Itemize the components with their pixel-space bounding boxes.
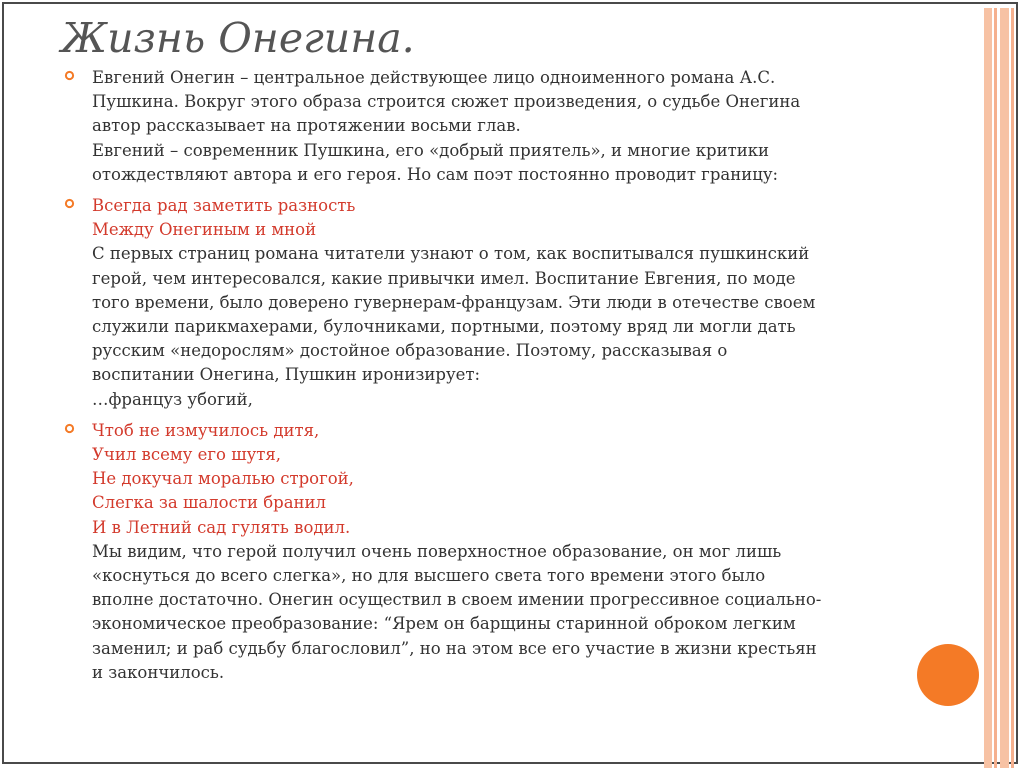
text-line: «коснуться до всего слегка», но для высшего света того времени этого было — [92, 566, 766, 586]
text-line: автор рассказывает на протяжении восьми глав. — [92, 116, 521, 136]
text-line: вполне достаточно. Онегин осуществил в своем имении прогрессивное социально- — [92, 590, 822, 610]
decorative-stripe — [984, 8, 992, 768]
text-line: Евгений Онегин – центральное действующее лицо одноименного романа А.С. — [92, 68, 776, 87]
slide-title: Жизнь Онегина. — [61, 14, 415, 62]
quote-line: И в Летний сад гулять водил. — [92, 517, 351, 537]
text-line: герой, чем интересовался, какие привычки имел. Воспитание Евгения, по моде — [92, 268, 796, 288]
decorative-stripe — [1011, 8, 1014, 768]
text-line: и закончилось. — [92, 662, 225, 682]
text-line: того времени, было доверено гувернерам-французам. Эти люди в отечестве своем — [92, 292, 816, 312]
text-line: отождествляют автора и его героя. Но сам поэт постоянно проводит границу: — [92, 164, 779, 184]
text-line: Пушкина. Вокруг этого образа строится сюжет произведения, о судьбе Онегина — [92, 92, 801, 112]
text-line: воспитании Онегина, Пушкин иронизирует: — [92, 365, 481, 385]
text-line: служили парикмахерами, булочниками, портными, поэтому вряд ли могли дать — [92, 317, 796, 337]
ring-bullet-icon — [64, 423, 75, 437]
text-line: Мы видим, что герой получил очень поверхностное образование, он мог лишь — [92, 541, 782, 561]
text-line: заменил; и раб судьбу благословил”, но на этом все его участие в жизни крестьян — [92, 638, 817, 658]
bullet-paragraph — [64, 194, 894, 412]
text-line: …француз убогий, — [92, 389, 253, 409]
text-line: экономическое преобразование: “Ярем он барщины старинной оброком легким — [92, 614, 796, 634]
bullet-paragraph — [64, 66, 894, 187]
bullet-paragraph — [64, 419, 894, 685]
decorative-stripe — [1000, 8, 1009, 768]
slide-frame — [2, 2, 1018, 764]
quote-line: Всегда рад заметить разность — [92, 196, 356, 216]
decorative-stripe — [994, 8, 997, 768]
quote-line: Не докучал моралью строгой, — [92, 469, 354, 489]
quote-line: Чтоб не измучилось дитя, — [92, 420, 320, 440]
slide-body — [64, 66, 894, 692]
ring-bullet-icon — [64, 70, 75, 84]
text-line: русским «недорослям» достойное образование. Поэтому, рассказывая о — [92, 341, 728, 361]
quote-line: Учил всему его шутя, — [92, 445, 282, 465]
decorative-orange-circle — [917, 644, 979, 706]
text-line: Евгений – современник Пушкина, его «добрый приятель», и многие критики — [92, 140, 770, 160]
ring-bullet-icon — [64, 198, 75, 212]
text-line: С первых страниц романа читатели узнают о том, как воспитывался пушкинский — [92, 244, 810, 264]
quote-line: Между Онегиным и мной — [92, 220, 317, 240]
quote-line: Слегка за шалости бранил — [92, 493, 327, 513]
